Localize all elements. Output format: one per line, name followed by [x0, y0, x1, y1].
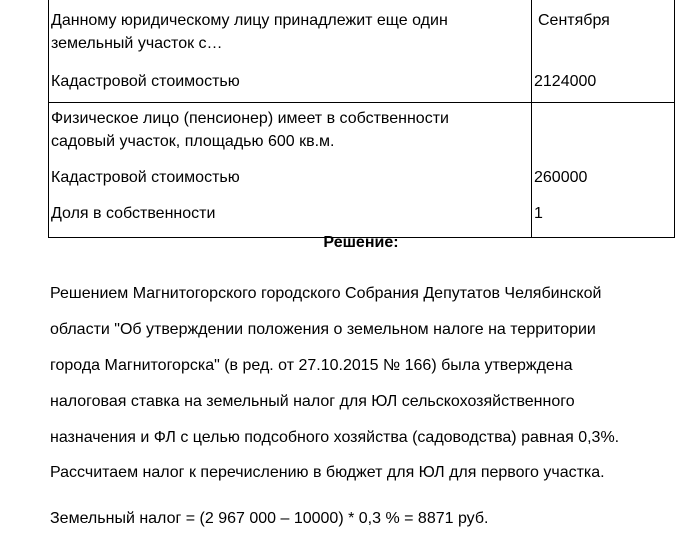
paragraph-line: области "Об утверждении положения о земельном налоге на территории [50, 321, 596, 338]
solution-paragraph-calculation-intro: Рассчитаем налог к перечислению в бюджет для ЮЛ для первого участка. [50, 464, 605, 481]
row1-desc-line1: Данному юридическому лицу принадлежит еще один [51, 12, 448, 29]
table-row [49, 103, 675, 238]
solution-paragraph-legal-basis [50, 276, 660, 456]
table-row [49, 0, 675, 103]
row1-cadastre-label: Кадастровой стоимостью [51, 73, 240, 90]
land-data-table [48, 0, 675, 238]
paragraph-line: назначения и ФЛ с целью подсобного хозяйства (садоводства) равная 0,3%. [50, 429, 620, 446]
row2-desc-line1: Физическое лицо (пенсионер) имеет в собственности [51, 110, 449, 127]
row1-cadastre-value: 2124000 [534, 73, 597, 90]
row2-cadastre-value: 260000 [534, 169, 588, 186]
row2-share-label: Доля в собственности [51, 205, 216, 222]
paragraph-line: города Магнитогорска" (в ред. от 27.10.2015 № 166) была утверждена [50, 357, 573, 374]
row2-cadastre-label: Кадастровой стоимостью [51, 169, 240, 186]
row2-desc-line2: садовый участок, площадью 600 кв.м. [51, 133, 335, 150]
table-cell-description [49, 0, 532, 103]
solution-paragraph-formula: Земельный налог = (2 967 000 – 10000) * 0,3 % = 8871 руб. [50, 510, 489, 527]
row2-share-value: 1 [534, 205, 543, 222]
solution-heading: Решение: [323, 234, 399, 251]
paragraph-line: налоговая ставка на земельный налог для ЮЛ сельскохозяйственного [50, 393, 575, 410]
row1-value: Сентября [538, 12, 610, 29]
paragraph-line: Решением Магнитогорского городского Собрания Депутатов Челябинской [50, 285, 602, 302]
row1-desc-line2: земельный участок с… [51, 35, 223, 52]
table-cell-description [49, 103, 532, 238]
table-cell-value [532, 0, 675, 103]
table-cell-value [532, 103, 675, 238]
